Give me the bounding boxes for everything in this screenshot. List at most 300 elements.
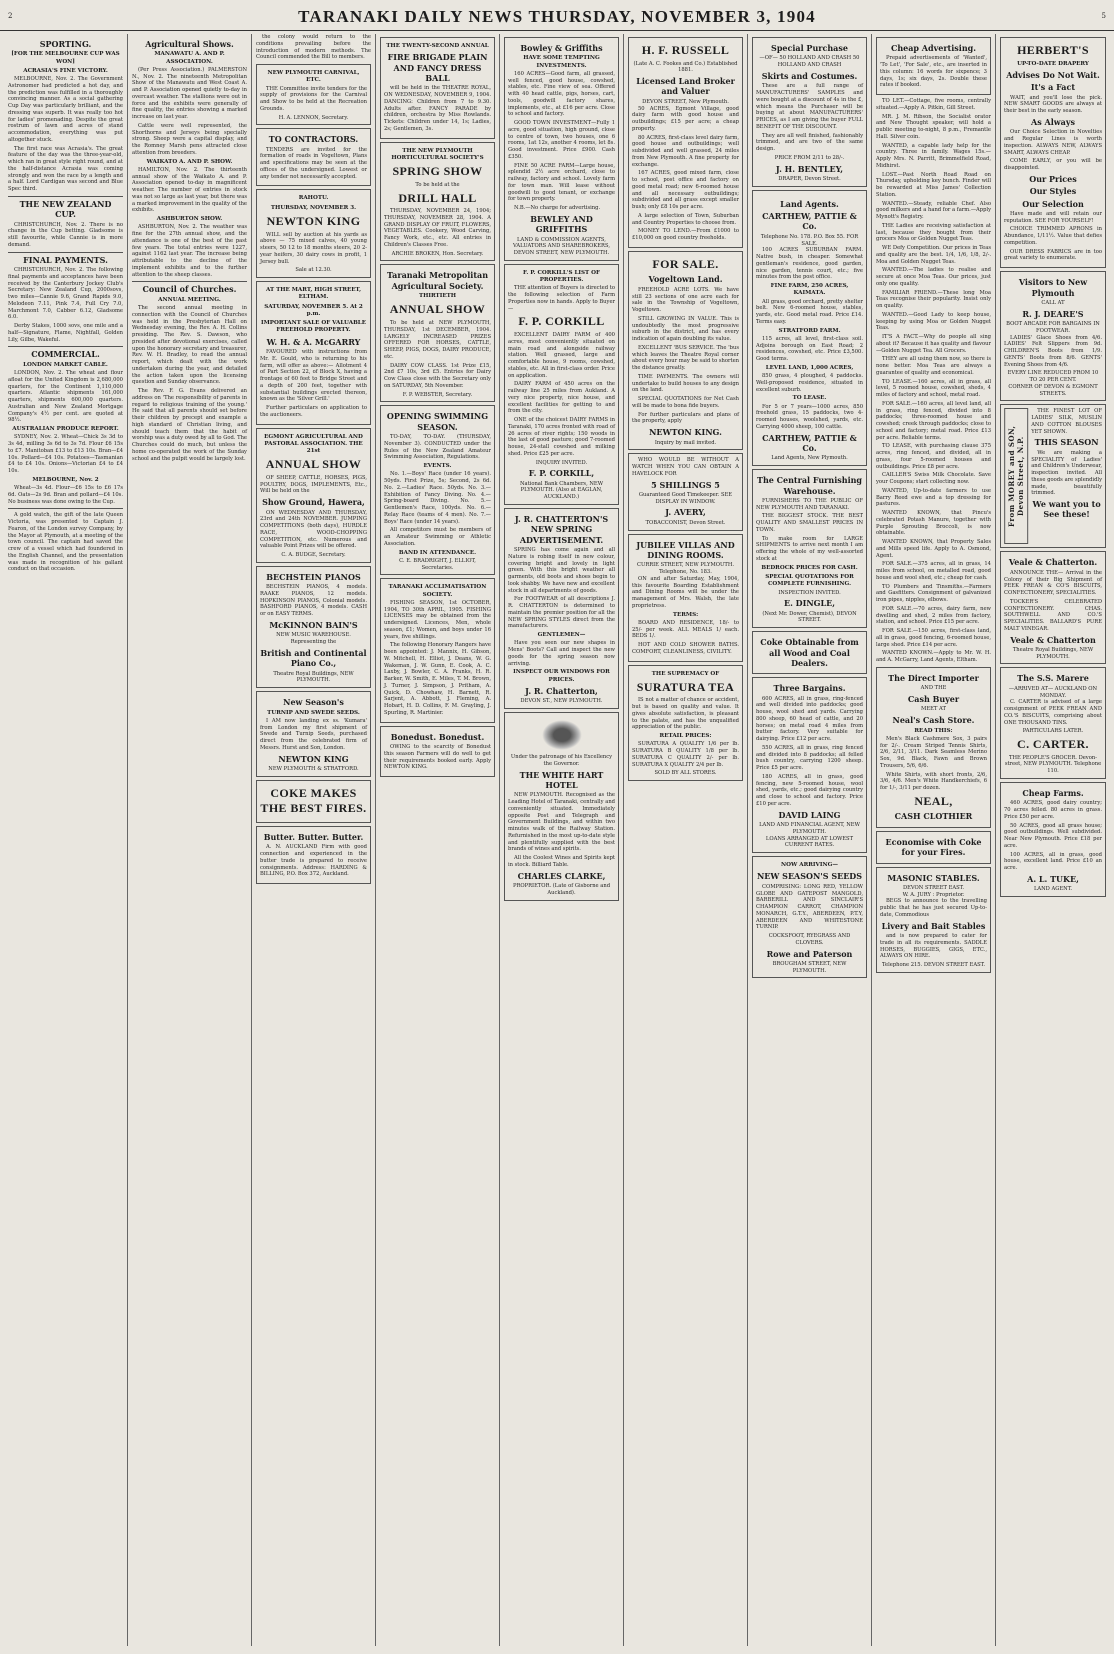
advert-text: WAIT, and you'll lose the pick. NEW SMART GOODS are always at their best in the early season. <box>1004 94 1102 115</box>
advert-text: GOOD TOWN INVESTMENT—Fully 1 acre, good situation, high ground, close to centre of town, two houses, one 6 rooms, 1at 12s, another 4 rooms, let 8s. Good investment. Price £900. Cash £350. <box>508 120 615 160</box>
advert-headline: Cash Buyer <box>907 694 960 705</box>
advert-text: 160 ACRES—Good farm, all grassed, well fenced, good house, cowshed, stables, etc. Fine view of sea. Offered with 40 head cattle, pigs, horses, cart, tools, goodwill factory shares, implements, etc., at £16 per acre. Close to school and factory. <box>508 70 615 118</box>
subheading: AUSTRALIAN PRODUCE REPORT. <box>12 426 119 433</box>
advert-vogeltown <box>628 251 743 450</box>
advert-text: These are a full range of MANUFACTURERS' SAMPLES and were bought at a discount of 4s in the £, which means the Purchaser will be buying at about MANUFACTURERS' PRICES, as I am giving the buyer FULL BENEFIT OF THE DISCOUNT. <box>756 83 863 130</box>
advert-headline: J. R. Chatterton, <box>525 685 598 696</box>
advert-headline: HERBERT'S <box>1017 43 1089 57</box>
advert-text: For further particulars and plans of the property, apply <box>632 411 739 425</box>
advert-headline: E. DINGLE, <box>784 598 835 609</box>
advert-headline: SURATURA TEA <box>636 679 735 694</box>
article-paragraph: HAMILTON, Nov. 2. The thirteenth annual show of the Waikato A. and P. Association opened to-day in magnificent weather. The number of entries in stock was not so large as last year, but there was a marked improvement in the quality of the exhibits. <box>132 166 247 214</box>
advert-subheading: LEVEL LAND, 1,000 ACRES, <box>765 364 854 371</box>
advert-headline: Advises Do Not Wait. <box>1006 69 1100 80</box>
advert-headline: Our Prices <box>1029 173 1077 184</box>
advert-text: 50 ACRES, Egmont Village, good dairy farm with good house and outbuildings; £15 per acre; a cheap property. <box>632 105 739 132</box>
advert-text: To be held at NEW PLYMOUTH, THURSDAY, 1st DECEMBER, 1904. LARGELY INCREASED PRIZES OFFERED FOR HORSES, CATTLE, SHEEP, PIGS, DOGS, DAIRY PRODUCE, etc. <box>384 320 491 360</box>
advert-morey-blouses <box>1000 404 1106 548</box>
advert-text: SPECIAL QUOTATIONS for Net Cash will be made to bona fide buyers. <box>632 396 739 409</box>
advert-coke-dealers <box>752 631 867 674</box>
advert-text: DEVON STREET, New Plymouth. <box>642 98 729 105</box>
advert-text: Telephone 215. DEVON STREET EAST. <box>882 962 985 969</box>
divider <box>8 508 123 509</box>
classified-item: WANTED, Up-to-date farmers to use Barry Reed ewe and a top dressing for pastures. <box>876 487 991 508</box>
advert-headline: Bowley & Griffiths <box>520 43 603 53</box>
page-corner-left: 2 <box>8 12 13 20</box>
advert-acclimatisation <box>380 578 495 722</box>
advert-corkill <box>504 264 619 505</box>
advert-fire-brigade-ball <box>380 37 495 139</box>
advert-text: LAND & COMMISSION AGENTS, VALUATORS AND SHAREBROKERS, DEVON STREET, NEW PLYMOUTH. <box>513 236 610 257</box>
advert-masonic-stables <box>876 867 991 973</box>
advert-text: (Late A. C. Fookes and Co.) Established 1881. <box>633 60 738 74</box>
classified-item: WANTED.—The ladies to realise and secure at once Moa Teas. Our prices, just only one quality. <box>876 267 991 287</box>
advert-headline: F. P. CORKILL <box>518 314 605 329</box>
advert-headline: Bonedust. Bonedust. <box>390 731 485 742</box>
advert-herberts <box>1000 37 1106 268</box>
advert-subheading: THE NEW PLYMOUTH HORTICULTURAL SOCIETY'S <box>391 147 484 161</box>
advert-text: 100 ACRES SUBURBAN FARM. Native bush, in cheaper. Somewhat gentleman's residence, good garden, nice garden, tennis court, etc.; five minutes from the post office. <box>756 247 863 281</box>
subheading: ACRASIA'S FINE VICTORY. <box>23 67 108 74</box>
advert-text: FURNISHERS TO THE PUBLIC OF NEW PLYMOUTH AND TARANAKI. <box>756 497 863 511</box>
subheading: WAIKATO A. AND P. SHOW. <box>146 158 233 165</box>
advert-text: EXCELLENT DAIRY FARM of 400 acres, most conveniently situated on main road and alongside railway station. Well grassed, large and comfortable house, 9 rooms, cowshed, stables, etc. All in first-class order. Price on application. <box>508 332 615 379</box>
advert-text: All grass, good orchard, pretty shelter belt. New 6-roomed house, stables, yards, etc. Good metal road. Price £14. Terms easy. <box>756 298 863 325</box>
advert-subheading: TURNIP AND SWEDE SEEDS. <box>267 709 360 716</box>
section-heading: COMMERCIAL. <box>8 346 123 359</box>
advert-headline: Veale & Chatterton. <box>1008 557 1098 568</box>
advert-jubilee-villas <box>628 534 743 662</box>
advert-headline: Cheap Advertising. <box>890 43 977 53</box>
advert-watch <box>628 453 743 530</box>
vertical-banner: From MOREY and SON, Devon Street, N.P. <box>1004 408 1028 544</box>
advert-text: MEET AT <box>921 706 946 713</box>
advert-seeds <box>256 691 371 777</box>
advert-headline: CARTHEW, PATTIE & Co. <box>762 211 857 232</box>
advert-text: I AM now landing ex ss. 'Kumara' from London my first shipment of Swede and Turnip Seeds, purchased direct from the celebrated firm of Messrs. Hurst and Son, London. <box>260 717 367 751</box>
advert-text: LADIES' Glace Shoes from 4/6. LADIES' Felt Slippers from 9d. CHILDREN'S Boots from 1/9. GENTS' Boots from 8/6. GENTS' Evening Shoes from 4/6. <box>1004 334 1102 368</box>
classified-item: MR. J. M. Ribson, the Socialist orator and New Thought speaker, will hold a public meeting to-night, 8 p.m., Fremantle Hall. Silver coin. <box>876 113 991 140</box>
advert-headline: ANNUAL SHOW <box>389 302 486 317</box>
advert-spring-show <box>380 142 495 262</box>
article-paragraph: ASHBURTON, Nov. 2. The weather was fine for the 27th annual show, and the attendance is one of the best of the past few years. The total entries were 1227, against 1162 last year. The increase being attributable to the decline of the implement exhibits and to the further attention to the sheep classes. <box>132 224 247 278</box>
advert-text: THURSDAY, NOVEMBER 24, 1904; THURSDAY, NOVEMBER 28, 1904. A GRAND DISPLAY OF FRUIT, FLOWERS, VEGETABLES. Cookery, Wood Carving, Fancy Work, etc., etc. All entries in Children's Classes Free. <box>384 208 491 248</box>
advert-headline: We want you to See these! <box>1032 499 1101 520</box>
classified-item: FOR SALE.—160 acres, all level land, all in grass, ring fenced, divided into 8 paddocks; three-roomed house and cowshed; creek through paddocks; close to school and factory; metal road. Price £13 per acre. Reliable terms. <box>876 400 991 441</box>
advert-text: NEW MUSIC WAREHOUSE. Representing the <box>276 632 351 646</box>
article-paragraph: A gold watch, the gift of the late Queen Victoria, was presented to Captain J. Fearon, of the London survey Company, by the Mayor at Plymouth, at a meeting of the town council. The captain had saved the crew of a vessel which had foundered in the English Channel, and the presentation was made in recognition of his gallant conduct on that occasion. <box>8 512 123 573</box>
advert-text: EVERY LINE REDUCED FROM 10 TO 20 PER CENT. <box>1007 370 1099 384</box>
classified-item: WANTED, a capable lady help for the country. Three in family. Wages 15s.—Apply Mrs. N. Parritt, Brimmelfield Road, Midhirst. <box>876 142 991 169</box>
advert-headline: COKE MAKES THE BEST FIRES. <box>260 785 367 816</box>
advert-headline: BEWLEY AND GRIFFITHS <box>530 213 593 235</box>
classified-item: TO Plumbers and Tinsmiths.—Farmers and Gasfitters. Consignment of galvanized iron pipes, nipples, elbows. <box>876 583 991 604</box>
advert-text: The following Honorary Rangers have been appointed: J. Mannix, H. Gibson, W. Mitchell, H. Elliot, J. Deans, W. G. Wakeman, J. W. Gunn, E. Cook, A. C. Laxby, J. Bowler, C. A. Franks, H. R. Barker, W. Smith, E. Miles, T. M. Brown, J. Turner, J. Simpson, J. Pritham, A. Quick, D. Chowhaw, H. Barnett, R. Sarjent, A. Abbott, J. Fleming, A. Hobart, H. D. Collins, F. M. Grayling, J. Spurling, R. Martinier. <box>384 642 491 716</box>
advert-text: EXCELLENT 'BUS SERVICE. The 'bus which leaves the Theatre Royal corner about every hour may be said to shorten the distance greatly. <box>632 344 739 372</box>
advert-text: FINE 50 ACRE FARM—Large house, splendid 2½ acre orchard, close to railway, factory and school. Lovely farm for town man. Will lease without goodwill to good tenant, or exchange for town property. <box>508 162 615 203</box>
advert-subheading: TO LEASE. <box>792 395 827 402</box>
advert-headline: F. P. CORKILL, <box>528 468 595 479</box>
advert-carnival <box>256 64 371 125</box>
advert-headline: J. H. BENTLEY, <box>775 163 844 174</box>
advert-text: INSPECTION INVITED. <box>778 589 841 596</box>
advert-coke <box>256 780 371 823</box>
advert-carter <box>1000 667 1106 778</box>
advert-text: ONE of the choicest DAIRY FARMS in Taranaki, 170 acres fronted with road of 26 acres of river rights; 150 woods in the last of good pasture; good 7-roomed house, 24-stall cowshed and milking shed. Price £25 per acre. <box>508 417 615 457</box>
advert-text: SOLD BY ALL STORES. <box>654 770 717 777</box>
column-land-agents <box>500 34 624 1646</box>
subheading: ASHBURTON SHOW. <box>156 216 223 223</box>
advert-headline: Livery and Bait Stables <box>881 920 986 931</box>
advert-text: For 5 or 7 years—1000 acres, 850 freehold grass, 15 paddocks, two 4-roomed houses, woolshed, yards, etc. Carrying 4000 sheep, 100 cattle. <box>756 403 863 430</box>
classified-item: WANTED.—Good Lady to keep house, keeping by using Moa or Golden Nugget Teas. <box>876 311 991 332</box>
advert-headline: McKINNON BAIN'S <box>269 619 358 630</box>
advert-text: To make room for LARGE SHIPMENTS to arrive next month I am offering the whole of my well-assorted stock at <box>756 535 863 562</box>
column-sporting <box>4 34 128 1646</box>
article-paragraph: MELBOURNE, Nov. 2. The Government Astronomer had predicted a hot day, and the prediction was fulfilled in a thoroughly convincing manner. As a social gathering Cup Day was particularly brilliant, and the dressing was superb. It was really too hot for ladies' promenading. Despite the great rostrum of lawn and acres of stand accommodation, everything was put altogether stuck. <box>8 76 123 143</box>
advert-text: 167 ACRES, good mixed farm, close to school, post office and factory on good metal road; new 6-roomed house and all necessary outbuildings; subdivided and all grass except smaller bush; only £8 10s per acre. <box>632 170 739 211</box>
advert-text: SURATURA A QUALITY 1/6 per lb. SURATURA B QUALITY 1/8 per lb. SURATURA C QUALITY 2/- per lb. SURATURA X QUALITY 2/4 per lb. <box>632 741 739 768</box>
advert-laing <box>752 677 867 853</box>
advert-text: BOARD AND RESIDENCE, 18/- to 25/- per week. ALL MEALS 1/ each. BEDS 1/. <box>632 619 739 640</box>
advert-headline: NEWTON KING <box>266 213 361 228</box>
advert-text: OF SHEEP, CATTLE, HORSES, PIGS, POULTRY, DOGS, IMPLEMENTS, Etc., Will be held on the <box>260 474 367 495</box>
advert-subheading: STRATFORD FARM. <box>778 327 841 334</box>
advert-text: All competitors must be members of an Amateur Swimming or Athletic Association. <box>384 527 491 547</box>
advert-text: TIME PAYMENTS. The owners will undertake to build houses to any design on the land. <box>632 373 739 394</box>
advert-headline: J. R. CHATTERTON'S NEW SPRING ADVERTISEMENT. <box>514 513 609 545</box>
advert-subheading: EGMONT AGRICULTURAL AND PASTORAL ASSOCIATION. THE 21st <box>264 433 363 455</box>
classified-item: FOR SALE.—375 acres, all in grass, 14 miles from school, on metalled road, good house and wool shed, etc.; cheap for cash. <box>876 561 991 581</box>
advert-subheading: RAHOTU. <box>298 195 329 202</box>
subheading: LONDON MARKET CABLE. <box>23 361 108 368</box>
advert-cheap-farms <box>1000 782 1106 897</box>
column-drapery-land <box>748 34 872 1646</box>
advert-contractors <box>256 128 371 186</box>
advert-rahotu-sale <box>256 189 371 278</box>
advert-subheading: THIRTIETH <box>418 293 457 300</box>
classified-item: LOST.—Past North Road Road on Thursday, upholding key bunch. Finder will be rewarded at Miss James' Collection Station. <box>876 171 991 198</box>
advert-subheading: INSPECT OUR WINDOWS FOR PRICES. <box>513 669 610 683</box>
advert-headline: CASH CLOTHIER <box>894 811 973 822</box>
advert-headline: R. J. DEARE'S <box>1022 308 1084 319</box>
advert-text: To be held at the <box>415 181 460 188</box>
advert-text: TO-DAY, TO-DAY. (THURSDAY, November 3). CONDUCTED under the Rules of the New Zealand Amateur Swimming Association, Regulations. <box>384 434 491 461</box>
advert-headline: Neal's Cash Store. <box>892 715 975 726</box>
classified-item: TO LET.—Cottage, five rooms, centrally situated.—Apply A. Pitkin, Gill Street. <box>876 98 991 111</box>
advert-text: A large selection of Town, Suburban and Country Properties to choose from. <box>632 212 739 226</box>
advert-text: Theatre Royal Buildings, NEW PLYMOUTH. <box>273 670 354 684</box>
advert-text: LAND AND FINANCIAL AGENT, NEW PLYMOUTH. <box>759 822 860 835</box>
classified-item: WANTED KNOWN, that Pincu's celebrated Potash Manure, together with Purple Sprouting Broccoli, is now obtainable. <box>876 510 991 537</box>
advert-text: DAIRY FARM of 450 acres on the railway line 25 miles from Aukland. A very nice property, nice house, and excellent facilities for getting to and from the city. <box>508 381 615 415</box>
advert-headline: Skirts and Costumes. <box>761 70 858 81</box>
advert-text: WHO WOULD BE WITHOUT A WATCH WHEN YOU CAN OBTAIN A HAVELOCK FOR <box>632 457 739 477</box>
advert-headline: 5 SHILLINGS 5 <box>651 479 720 490</box>
advert-headline: THIS SEASON <box>1034 437 1099 448</box>
advert-text: BECHSTEIN PIANOS, 4 models. RAAKE PIANOS, 12 models. HOPKINSON PIANOS, Colonial models. BASHFORD PIANOS, 4 models. CASH or on EASY TERMS. <box>260 584 367 618</box>
advert-white-hart-hotel <box>504 712 619 900</box>
advert-text: MONEY TO LEND.—From £1000 to £10,000 on good country freeholds. <box>632 228 739 242</box>
classified-item: WANTED KNOWN.—Apply to Mr. W. H. and A. McGarry, Land Agents, Eltham. <box>876 650 991 664</box>
section-heading: THE NEW ZEALAND CUP. <box>8 196 123 220</box>
classified-item: CAILLER'S Swiss Milk Chocolate. Save your Coupons; start collecting now. <box>876 472 991 486</box>
article-paragraph: Derby Stakes, 1000 sovs, one mile and a half—Signature, Flame, Nightfall, Golden Lily, Gilbe, Wakeful. <box>8 323 123 343</box>
advert-signature: C. A. BUDGE, Secretary. <box>281 552 346 559</box>
classified-item: THEY are all using them now, so there is none better. Moa Teas are always a guarantee of quality and economical. <box>876 356 991 376</box>
advert-headline: CHARLES CLARKE, <box>517 870 606 881</box>
advert-text: —OF— 50 HOLLAND AND CRASH 50 HOLLAND AND CRASH <box>759 55 860 69</box>
advert-economise-coke <box>876 831 991 864</box>
advert-veale-chatterton <box>1000 551 1106 664</box>
advert-headline: The S.S. Marere <box>1017 673 1089 684</box>
advert-signature: ARCHIE BROKEN, Hon. Secretary. <box>391 250 484 257</box>
advert-headline: SPRING SHOW <box>392 164 483 179</box>
advert-text: They are all well finished, fashionably trimmed, and are two of the same design. <box>756 132 863 153</box>
advert-text: 600 ACRES, all in grass, ring-fenced and well divided into paddocks; good house, wool shed and yards. Carrying 800 sheep, 60 head of cattle, and 20 horses; on metal road 4 miles from butter factory. Very suitable for dairying. Price £12 per acre. <box>756 695 863 743</box>
section-heading: FINAL PAYMENTS. <box>8 252 123 265</box>
advert-subheading: UP-TO-DATE DRAPERY <box>1017 60 1089 67</box>
advert-section: Land Agents. <box>780 198 839 209</box>
advert-text: LOANS ARRANGED AT LOWEST CURRENT RATES. <box>765 835 854 849</box>
advert-cheap-advertising <box>876 37 991 95</box>
advert-headline: DRILL HALL <box>398 190 477 205</box>
article-paragraph: (Per Press Association.) PALMERSTON N., Nov. 2. The nineteenth Metropolitan Show of the Manawatu and West Coast A. and P. Association opened quietly to-day in overcast weather. The stallions were out in force and the exhibits were generally of fine quality, the entries showing a marked increase on last year. <box>132 66 247 121</box>
advert-text: OWING to the scarcity of Bonedust this season Farmers will do well to get their requirements booked early. Apply NEWTON KING. <box>384 744 491 771</box>
masthead <box>0 0 1114 31</box>
classified-item: TO LEASE, with purchasing clause 375 acres, ring fenced, and divided, all in grass, four 5-roomed houses and outbuildings. Price £8 per acre. <box>876 443 991 470</box>
advert-chatterton <box>504 508 619 709</box>
advert-text: THE Committee invite tenders for the supply of provisions for the Carnival and Show to be held at the Recreation Grounds. <box>260 85 367 112</box>
advert-text: BOOT ARCADE FOR BARGAINS IN FOOTWEAR. <box>1006 321 1100 334</box>
advert-headline: H. F. RUSSELL <box>641 43 730 57</box>
advert-text: FISHING SEASON, 1st OCTOBER, 1904, TO 30th APRIL, 1905. FISHING LICENSES may be obtained from the undersigned. Licences, Men, whole season, £1; Women, and boys under 16 years, five shillings. <box>384 599 491 640</box>
advert-text: NEW PLYMOUTH & STRATFORD. <box>268 765 359 772</box>
advert-pianos <box>256 566 371 688</box>
advert-text: —ARRIVED AT— AUCKLAND ON MONDAY. <box>1008 685 1098 699</box>
advert-signature: C. E. BRADRIGHT, J. ELLIOT, Secretaries. <box>399 557 476 571</box>
advert-text: THE BIGGEST STOCK. THE BEST QUALITY AND SMALLEST PRICES IN TOWN. <box>756 513 863 533</box>
article-paragraph: The Rev. F. G. Evans delivered an address on 'The responsibility of parents in regard to religious training of the young.' He said that all parents should set before their children by precept and example a high standard of Christian living, and should teach them that the habit of worship was a duty owed by all to God. The Churches could do much, but unless the home co-operated the work of the Sunday school and the pulpit would be largely lost. <box>132 388 247 462</box>
advert-text: ON and after Saturday, May, 1904, this favourite Boarding Establishment and Dining Rooms will be under the management of Mrs. Walsh, the late proprietress. <box>632 575 739 609</box>
advert-headline: THE WHITE HART HOTEL <box>519 769 604 790</box>
advert-subheading: AT THE MART, HIGH STREET, ELTHAM. <box>265 287 362 301</box>
page-corner-right: 5 <box>1101 12 1106 20</box>
advert-text: 80 ACRES, first-class level dairy farm, good house and outbuildings; well subdivided and well grassed, 24 miles from New Plymouth. A fine property for exchange. <box>632 134 739 168</box>
advert-text: FREEHOLD ACRE LOTS. We have still 23 sections of one acre each for sale in the Township of Vogeltown, Vogeltown. <box>632 286 739 314</box>
classified-item: IT'S A FACT.—Why do people all sing about it? Because it has quality and flavour—Golden Nugget Tea. All Grocers. <box>876 334 991 354</box>
classified-item: FOR SALE.—70 acres, dairy farm, new dwelling and shed, 2 miles from factory, station, and school. Price £15 per acre. <box>876 605 991 626</box>
advert-text: Men's Black Cashmere Sox, 3 pairs for 2/-. Cream Striped Tennis Shirts, 2/6, 2/11, 3/11. Dark Seamless Merino Sox, 9d. Black, Fawn and Brown Trousers, 5/6, 6/6. <box>880 735 987 769</box>
advert-furnishing <box>752 469 867 628</box>
column-classifieds <box>872 34 996 1646</box>
advert-heading: TO CONTRACTORS. <box>268 134 359 145</box>
advert-text: All the Coolest Wines and Spirits kept in stock. Billiard Table. <box>508 855 615 868</box>
advert-bentley <box>752 37 867 187</box>
advert-egmont-show <box>256 428 371 563</box>
advert-text: Our Choice Selection in Novelties and Regular Lines is worth inspection. ALWAYS NEW, ALWAYS SMART, ALWAYS CHEAP. <box>1004 129 1102 156</box>
article-paragraph: The second annual meeting in connection with the Council of Churches was held in the Presbyterian Hall on Wednesday evening, the Rev. A. H. Collins presiding. The Rev. S. Dawson, who presided after devotional exercises, called upon the honorary secretary and treasurer, Rev. W. H. Bradley, to read the annual report, which dealt with the work undertaken during the year, and detailed the action taken upon the licensing question and Sunday observance. <box>132 305 247 386</box>
column-drapery-grocery <box>996 34 1110 1646</box>
advert-headline: Special Purchase <box>771 43 848 53</box>
advert-text: W. A. JURY : Proprietor. <box>902 891 965 898</box>
advert-text: 180 ACRES, all in grass, good fencing, new 5-roomed house, wool shed, yards, etc.; good dairying country and close to school and factory. Price £10 per acre. <box>756 773 863 807</box>
column-auction-ads <box>252 34 376 1646</box>
advert-headline: NEAL, <box>914 793 953 808</box>
classified-item: THE Ladies are receiving satisfaction at last, because they bought from their grocers Moa or Golden Nugget Teas. <box>876 222 991 243</box>
advert-subheading: HAVE SOME TEMPTING INVESTMENTS. <box>523 55 600 69</box>
advert-headline: NEWTON KING <box>278 753 349 764</box>
advert-text: White Shirts, with short fronts, 2/6, 3/6, 4/6. Men's White Handkerchiefs, 6 for 1/-, 3/11 per dozen. <box>880 771 987 792</box>
article-paragraph: The first race was Acrasia's. The great feature of the day was the three-year-old, which ran in great style right round, and at the half-distance Acrasia was coming strongly and won the race by a length and a half. Lord Cardigan was second and Blue Spec third. <box>8 145 123 193</box>
advert-headline: Our Selection <box>1022 198 1084 209</box>
advert-headline: Visitors to New Plymouth <box>1018 277 1088 298</box>
advert-text: HOT AND COLD SHOWER BATHS. COMFORT, CLEANLINESS, CIVILITY. <box>632 642 739 655</box>
advert-headline: NEW SEASON'S SEEDS <box>756 871 863 882</box>
advert-text: FAVOURED with instructions from Mr. E. Gould, who is returning to his farm, will offer as above:— Allotment 4 of Part Section 22, of Block X, having a frontage of 60 feet to Bridge Street and a depth of 200 feet, together with substantial buildings erected thereon, known as the 'Silver Grill.' <box>260 349 367 403</box>
advert-headline: Vogeltown Land. <box>648 274 723 285</box>
article-paragraph: SYDNEY, Nov. 2. Wheat—Chick 3s 3d to 3s 4d, milling 3s 6d to 3s 7d. Flour £6 15s to £7. Manitoban £13 to £13 10s. Bran—£4 10s. Pollard—£4 10s. Potatoes—Tasmanian £4 to £4 10s. Onions—Victorian £4 to £4 10s. <box>8 434 123 475</box>
advert-text: OUR DRESS FABRICS are in too great variety to enumerate. <box>1004 248 1102 262</box>
advert-headline: Cheap Farms. <box>1022 787 1084 798</box>
advert-text: SPRING has come again and all Nature is robing itself in new colour, covering bright and lovely in light green. With this bright weather all garments, old boots and shoes begin to look shabby. We have new and excellent stock in all departments of goods. <box>508 547 615 594</box>
article-paragraph: Cattle were well represented, the Shorthorns and Jerseys being specially strong. Sheep were a capital display, and the Romney Marsh pens attracted close attention from breeders. <box>132 122 247 156</box>
advert-text: Under the patronage of his Excellency the Governor. <box>510 754 613 767</box>
advert-headline: FIRE BRIGADE PLAIN AND FANCY DRESS BALL <box>387 52 488 84</box>
advert-headline: Show Ground, Hawera, <box>262 497 365 508</box>
advert-swimming <box>380 405 495 575</box>
advert-text: Have you seen our new shapes in Mens' Boots? Call and inspect the new goods for the spring season now arriving. <box>508 640 615 667</box>
column-agricultural-shows <box>128 34 252 1646</box>
advert-text: PRICE FROM 2/11 to 28/-. <box>774 154 845 161</box>
classified-item: FAMILIAR FRIEND.—These long Moa Teas recognise their popularity. Insist only on quality. <box>876 289 991 310</box>
advert-text: CURRIE STREET, NEW PLYMOUTH. Telephone, No. 183. <box>636 562 735 576</box>
advert-text: (Next Mr. Dower, Chemist), DEVON STREET. <box>762 610 857 624</box>
advert-headline: Coke Obtainable from all Wood and Coal Dealers. <box>760 637 859 668</box>
advert-text: Prepaid advertisements of 'Wanted', 'To Let', 'For Sale', etc., are inserted in this column: 16 words for sixpence; 3 days, 1s; six days, 2s. Double these rates if booked. <box>880 55 987 89</box>
advert-text: LAND AGENT. <box>1033 886 1073 893</box>
section-heading: Council of Churches. <box>132 281 247 294</box>
advert-text: 550 ACRES, all in grass, ring fenced and divided into 8 paddocks; all felled bush country, carrying 1200 sheep. Price £5 per acre. <box>756 744 863 772</box>
advert-text: TOCKER'S CELEBRATED CONFECTIONERY. CHAS. SOUTHWELL AND CO.'S SPECIALITIES. BALLARD'S PURE MALT VINEGAR. <box>1004 598 1102 632</box>
advert-text: For FOOTWEAR of all descriptions J. R. CHATTERTON is determined to maintain the premier position for all the NEW SPRING STYLES direct from the manufacturers. <box>508 596 615 630</box>
advert-text: COMPRISING: LONG RED, YELLOW GLOBE AND GATEPOST MANGOLD, BARBERILL AND SINCLAIR'S CHAMPION CARROT, CHAMPION MONARCH, G.T.Y., ABERDEEN, P.T.Y, ABERDEEN AND WHITESTONE TURNIP. <box>756 883 863 931</box>
article-paragraph: LONDON, Nov. 2. The wheat and flour afloat for the United Kingdom is 2,680,000 quarters, for the Continent 1,110,000 quarters. Atlantic shipments 161,000 quarters, shipments 600,000 quarters. Australian and New Zealand Mortgage Company's 4½ per cent. are quoted at 98½. <box>8 370 123 424</box>
column-grid <box>4 34 1110 1646</box>
advert-text: DAIRY COW CLASS. 1st Prize £15, 2nd £7 10s, 3rd £5. Entries for Dairy Cow Class close with the Secretary only on SATURDAY, 5th November. <box>384 362 491 389</box>
advert-carthew-pattie <box>752 190 867 467</box>
advert-text: and is now prepared to cater for trade in all its requirements. SADDLE HORSES, BUGGIES, GIGS, ETC., ALWAYS ON HIRE. <box>880 933 987 960</box>
newspaper-title: TARANAKI DAILY NEWS THURSDAY, NOVEMBER 3, 1904 <box>298 7 816 26</box>
advert-eltham-sale <box>256 281 371 424</box>
advert-text: THE FINEST LOT OF LADIES' SILK, MUSLIN AND COTTON BLOUSES YET SHOWN. <box>1031 408 1102 435</box>
advert-text: C. CARTER is advised of a large consignment of PEEK FREAN AND CO.'S BISCUITS, comprising about ONE THOUSAND TINS. <box>1004 699 1102 726</box>
advert-text: 115 acres, all level, first-class soil. Adjoins borough on East Road; 2 residences, cowshed, etc. Price £3,500. Good terms. <box>756 335 863 363</box>
section-heading: Agricultural Shows. <box>145 39 234 49</box>
classified-item: WANTED.—Steady, reliable Chef. Also good milkers and a hand for a farm.—Apply Mynott's Registry. <box>876 200 991 221</box>
advert-subheading: EVENTS. <box>423 463 452 470</box>
advert-headline: A. L. TUKE, <box>1027 873 1079 884</box>
advert-text: 460 ACRES, good dairy country; 70 acres felled. 80 acres in grass. Price £50 per acre. <box>1004 800 1102 820</box>
classified-item: TO LEASE.—160 acres, all in grass, all level, 5 roomed house, cowshed, sheds, 4 miles of factory and school, metal road. <box>876 378 991 399</box>
advert-headline: OPENING SWIMMING SEASON. <box>386 411 489 432</box>
advert-subheading: TERMS: <box>672 611 699 618</box>
advert-headline: JUBILEE VILLAS AND DINING ROOMS. <box>636 539 735 560</box>
column-russell <box>624 34 748 1646</box>
advert-text: TOBACCONIST, Devon Street. <box>645 519 726 526</box>
advert-subheading: IMPORTANT SALE OF VALUABLE FREEHOLD PROPERTY. <box>260 320 366 334</box>
advert-headline: W. H. & A. McGARRY <box>266 336 361 347</box>
advert-text: will be held in the THEATRE ROYAL, ON WEDNESDAY, NOVEMBER 9, 1904. DANCING: Children from 7 to 9.30. Adults after. FANCY PARADE by children, orchestra by Miss Rowlands. Tickets: Children under 14, 1s; Ladies, 2s; Gentlemen, 3s. <box>384 85 491 132</box>
advert-headline: MASONIC STABLES. <box>887 872 980 883</box>
advert-suratura-tea <box>628 665 743 782</box>
advert-headline: CARTHEW, PATTIE & Co. <box>762 432 857 454</box>
advert-subheading: SPECIAL QUOTATIONS FOR COMPLETE FURNISHING. <box>765 574 854 588</box>
advert-headline: Butter. Butter. Butter. <box>263 831 364 842</box>
advert-russell <box>628 37 743 248</box>
advert-bewley-griffiths <box>504 37 619 261</box>
advert-text: Inquiry by mail invited. <box>654 439 717 446</box>
advert-text: INQUIRY INVITED. <box>535 459 588 466</box>
classified-item: WE Defy Competition. Our prices in Teas and quality are the best. 1/4, 1/6, 1/8, 2/-. Moa and Golden Nugget Teas. <box>876 245 991 265</box>
advert-text: Further particulars on application to the auctioneers. <box>260 405 367 418</box>
advert-text: 850 grass, 4 ploughed, 4 paddocks. Well-proposed residence, situated in excellent suburb. <box>756 373 863 393</box>
advert-text: N.B.—No charge for advertising. <box>514 205 601 212</box>
advert-text: WILL sell by auction at his yards as above — 75 mixed calves, 40 young steers, 50 12 to 18 months steers, 20 2-year heifers, 30 dairy cows in profit, 1 Jersey bull. <box>260 231 367 265</box>
advert-text: CORNER OF DEVON & EGMONT STREETS. <box>1008 383 1098 397</box>
advert-text: BEGS to announce to the travelling public that he has just secured Up-to-date, Commodious <box>880 898 987 918</box>
classified-item: WANTED KNOWN, that Property Sales and Mills speed life. Apply to A. Osmond, Agent. <box>876 539 991 559</box>
subheading: ANNUAL MEETING. <box>158 296 221 303</box>
advert-headline: Taranaki Metropolitan Agricultural Society. <box>386 270 489 291</box>
advert-text: CHOICE TRIMMED APRONS in Abundance, 1/11½. Value that defies competition. <box>1004 226 1102 246</box>
advert-text: CALL AT <box>1041 299 1065 306</box>
advert-subheading: GENTLEMEN— <box>537 632 586 639</box>
advert-neals-cash-store <box>876 667 991 828</box>
advert-headline: Three Bargains. <box>773 683 846 694</box>
advert-text: Have made and will retain our reputation. SEE FOR YOURSELF! <box>1004 210 1102 224</box>
advert-headline: ANNUAL SHOW <box>265 457 362 472</box>
advert-subheading: BEDROCK PRICES FOR CASH. <box>761 564 858 571</box>
advert-subheading: TARANAKI ACCLIMATISATION SOCIETY. <box>388 584 487 598</box>
advert-text: AND THE <box>920 685 947 692</box>
advert-text: Sale at 12.30. <box>295 267 332 274</box>
advert-subheading: THE TWENTY-SECOND ANNUAL <box>386 43 489 49</box>
advert-headline: The Direct Importer <box>888 672 979 683</box>
advert-headline: DAVID LAING <box>778 809 841 820</box>
advert-text: 100 ACRES, all in grass, good house, excellent land. Price £10 an acre. <box>1004 851 1102 872</box>
advert-headline: The Central Furnishing Warehouse. <box>756 475 863 496</box>
section-heading: SPORTING. <box>39 39 92 49</box>
advert-subheading: THE SUPREMACY OF <box>651 670 720 677</box>
advert-text: TENDERS are invited for the formation of roads in Vogeltown, Plans and specifications may be seen at the offices of the undersigned. Lowest or any tender not necessarily accepted. <box>260 146 367 180</box>
advert-deares-boots <box>1000 271 1106 401</box>
advert-headline: British and Continental Piano Co., <box>260 647 367 669</box>
advert-headline: Licensed Land Broker and Valuer <box>636 76 735 97</box>
advert-headline: C. CARTER. <box>1017 737 1089 752</box>
article-paragraph: Wheat—3s 4d. Flour—£6 15s to £6 17s 6d. Oats—2s 9d. Bran and pollard—£4 10s. No business was done owing to the Cup. <box>8 485 123 505</box>
article-paragraph: the colony would return to the conditions prevailing before the introduction of modern methods. The Council commended the Bill to members. <box>256 34 371 61</box>
advert-headline: Veale & Chatterton <box>1010 634 1096 645</box>
advert-text: PROPRIETOR. (Late of Gisborne and Auckland). <box>512 883 611 896</box>
royal-crest-icon <box>542 720 582 750</box>
subheading: MELBOURNE, Nov. 2 <box>32 476 99 483</box>
advert-subheading: READ THIS: <box>914 727 953 734</box>
advert-text: National Bank Chambers, NEW PLYMOUTH. (Also at EAGLAN, AUCKLAND.) <box>519 480 604 501</box>
advert-text: PARTICULARS LATER. <box>1022 728 1084 735</box>
advert-text: Land Agents, New Plymouth. <box>771 455 848 462</box>
advert-text: DEVON ST., NEW PLYMOUTH. <box>520 698 603 705</box>
